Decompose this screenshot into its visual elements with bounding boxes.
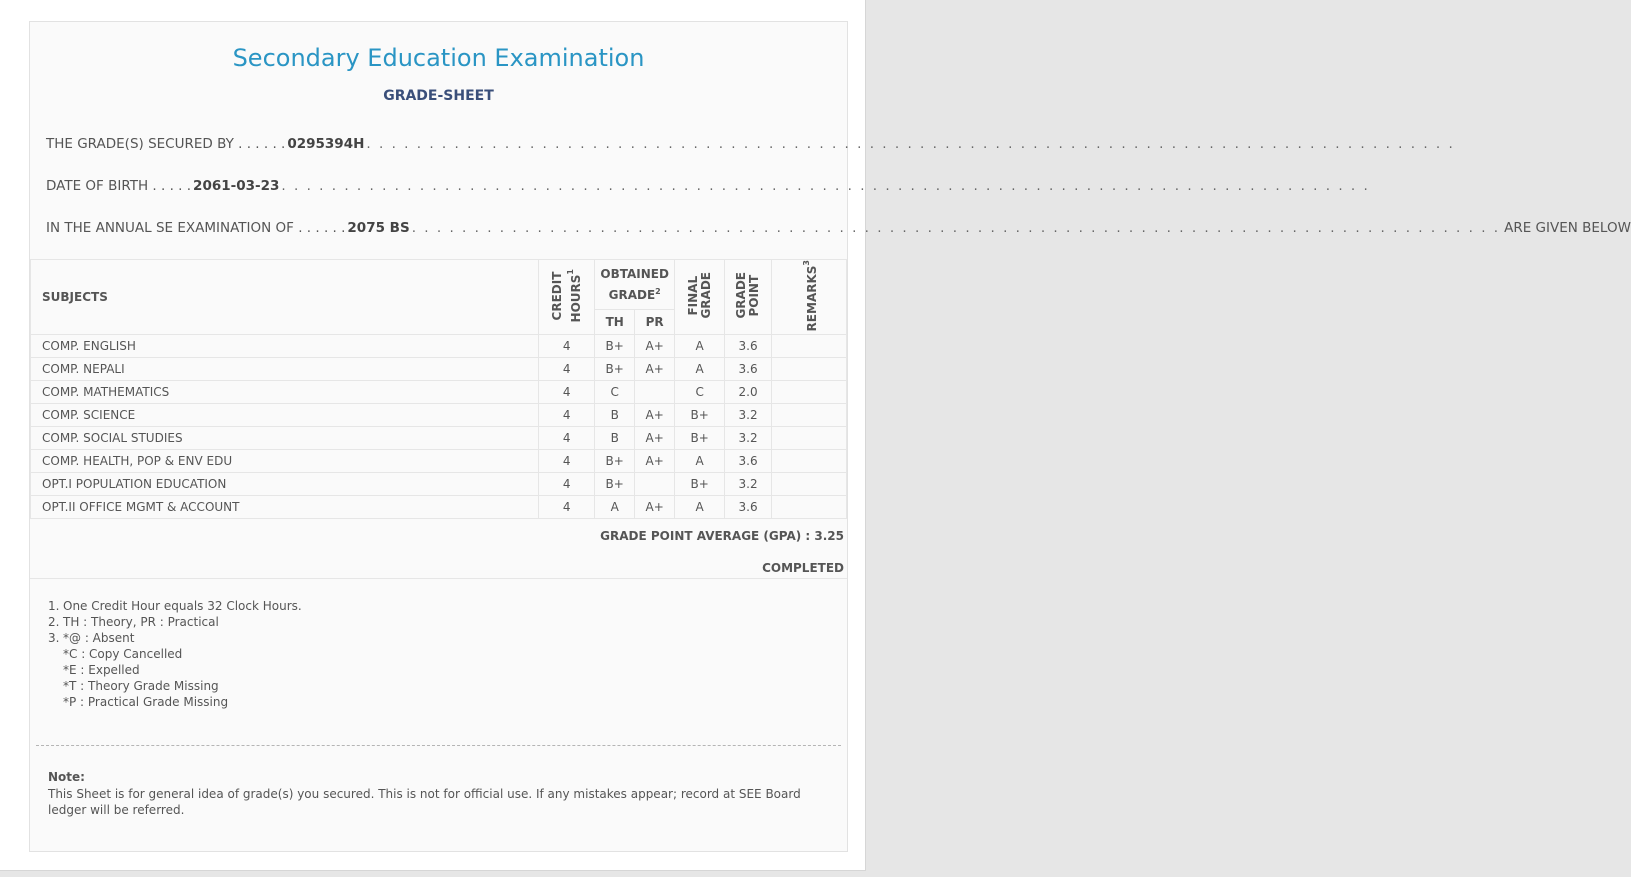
- final-grade-cell: B+: [675, 473, 725, 496]
- credit-hours-cell: 4: [539, 358, 595, 381]
- table-row: [31, 427, 847, 450]
- exam-line: [46, 220, 1631, 236]
- divider: [30, 578, 847, 579]
- theory-grade-cell: B: [595, 427, 635, 450]
- table-row: [31, 358, 847, 381]
- subject-cell: COMP. MATHEMATICS: [31, 381, 539, 404]
- practical-grade-cell: [635, 381, 675, 404]
- footnote-3-t: *T : Theory Grade Missing: [63, 679, 219, 693]
- grade-point-cell: 3.6: [725, 496, 772, 519]
- grade-point-cell: 3.6: [725, 358, 772, 381]
- credit-hours-cell: 4: [539, 335, 595, 358]
- table-row: [31, 450, 847, 473]
- credit-hours-cell: 4: [539, 427, 595, 450]
- table-row: [31, 404, 847, 427]
- credit-hours-cell: 4: [539, 404, 595, 427]
- credit-hours-cell: 4: [539, 450, 595, 473]
- remarks-cell: [772, 496, 847, 519]
- table-row: [31, 473, 847, 496]
- subject-cell: OPT.II OFFICE MGMT & ACCOUNT: [31, 496, 539, 519]
- footnotes: [48, 598, 302, 710]
- practical-grade-cell: A+: [635, 427, 675, 450]
- header-subjects: SUBJECTS: [31, 260, 539, 335]
- remarks-cell: [772, 404, 847, 427]
- secured-by-line: [46, 136, 1455, 152]
- grade-point-cell: 3.2: [725, 427, 772, 450]
- result-status: COMPLETED: [762, 561, 844, 575]
- exam-title: Secondary Education Examination: [232, 44, 645, 72]
- theory-grade-cell: B+: [595, 335, 635, 358]
- final-grade-cell: B+: [675, 427, 725, 450]
- remarks-cell: [772, 335, 847, 358]
- footnote-1: 1. One Credit Hour equals 32 Clock Hours.: [48, 599, 302, 613]
- practical-grade-cell: [635, 473, 675, 496]
- final-grade-cell: A: [675, 496, 725, 519]
- header-obtained-grade: OBTAINED GRADE$^2$: [595, 260, 675, 310]
- sheet-subtitle: GRADE-SHEET: [383, 88, 494, 104]
- exam-tail: ARE GIVEN BELOW: [1504, 220, 1631, 236]
- remarks-cell: [772, 427, 847, 450]
- dob-label: DATE OF BIRTH . . . . .: [46, 178, 192, 194]
- exam-year: 2075 BS: [347, 220, 410, 236]
- header-remarks: REMARKS$^3$: [772, 260, 847, 335]
- subject-cell: COMP. HEALTH, POP & ENV EDU: [31, 450, 539, 473]
- footnote-3: 3. *@ : Absent: [48, 631, 135, 645]
- grade-sheet: [29, 21, 1631, 852]
- dob-line: [46, 178, 1370, 194]
- credit-hours-cell: 4: [539, 473, 595, 496]
- header-grade-point: GRADE POINT: [725, 260, 772, 335]
- final-grade-cell: B+: [675, 404, 725, 427]
- grade-point-cell: 3.6: [725, 335, 772, 358]
- final-grade-cell: A: [675, 358, 725, 381]
- theory-grade-cell: B+: [595, 358, 635, 381]
- practical-grade-cell: A+: [635, 404, 675, 427]
- grade-point-cell: 3.2: [725, 473, 772, 496]
- grade-point-cell: 3.6: [725, 450, 772, 473]
- theory-grade-cell: B: [595, 404, 635, 427]
- table-row: [31, 381, 847, 404]
- secured-by-label: THE GRADE(S) SECURED BY . . . . . .: [46, 136, 286, 152]
- remarks-cell: [772, 381, 847, 404]
- header-final-grade: FINAL GRADE: [675, 260, 725, 335]
- credit-hours-cell: 4: [539, 381, 595, 404]
- remarks-cell: [772, 473, 847, 496]
- subject-cell: COMP. SOCIAL STUDIES: [31, 427, 539, 450]
- final-grade-cell: A: [675, 335, 725, 358]
- theory-grade-cell: C: [595, 381, 635, 404]
- header-th: TH: [595, 309, 635, 335]
- leader-dots: . . . . . . . . . . . . . . . . . . . . . . . . . . . . . . . . . . . . . . . . . . . . . . . . . . . . . . . . . . . . . . . . . . . . . . . . . . . . . . . . . . . . . . .: [411, 220, 1501, 236]
- table-header-row: [31, 260, 847, 310]
- footnote-3-e: *E : Expelled: [63, 663, 140, 677]
- footnote-2: 2. TH : Theory, PR : Practical: [48, 615, 219, 629]
- header-pr: PR: [635, 309, 675, 335]
- remarks-cell: [772, 358, 847, 381]
- footnote-3-c: *C : Copy Cancelled: [63, 647, 183, 661]
- grade-point-cell: 2.0: [725, 381, 772, 404]
- practical-grade-cell: A+: [635, 335, 675, 358]
- theory-grade-cell: A: [595, 496, 635, 519]
- footnote-3-p: *P : Practical Grade Missing: [63, 695, 229, 709]
- gpa-summary: GRADE POINT AVERAGE (GPA) : 3.25: [600, 529, 844, 543]
- symbol-number: 0295394H: [287, 136, 365, 152]
- grades-table: [30, 259, 847, 519]
- leader-dots: . . . . . . . . . . . . . . . . . . . . . . . . . . . . . . . . . . . . . . . . . . . . . . . . . . . . . . . . . . . . . . . . . . . . . . . . . . . . . . . . . . . . . . .: [281, 178, 1370, 194]
- final-grade-cell: A: [675, 450, 725, 473]
- dob-value: 2061-03-23: [193, 178, 280, 194]
- credit-hours-cell: 4: [539, 496, 595, 519]
- remarks-cell: [772, 450, 847, 473]
- dashed-divider: [36, 745, 841, 746]
- grade-point-cell: 3.2: [725, 404, 772, 427]
- subject-cell: COMP. NEPALI: [31, 358, 539, 381]
- practical-grade-cell: A+: [635, 450, 675, 473]
- theory-grade-cell: B+: [595, 450, 635, 473]
- practical-grade-cell: A+: [635, 496, 675, 519]
- header-credit-hours: CREDIT HOURS$^1$: [539, 260, 595, 335]
- table-row: [31, 335, 847, 358]
- subject-cell: COMP. ENGLISH: [31, 335, 539, 358]
- subject-cell: OPT.I POPULATION EDUCATION: [31, 473, 539, 496]
- table-row: [31, 496, 847, 519]
- theory-grade-cell: B+: [595, 473, 635, 496]
- subject-cell: COMP. SCIENCE: [31, 404, 539, 427]
- leader-dots: . . . . . . . . . . . . . . . . . . . . . . . . . . . . . . . . . . . . . . . . . . . . . . . . . . . . . . . . . . . . . . . . . . . . . . . . . . . . . . . . . . . . . . .: [366, 136, 1455, 152]
- note-title: Note:: [48, 770, 85, 784]
- practical-grade-cell: A+: [635, 358, 675, 381]
- final-grade-cell: C: [675, 381, 725, 404]
- exam-label: IN THE ANNUAL SE EXAMINATION OF . . . . . .: [46, 220, 346, 236]
- note-body: This Sheet is for general idea of grade(s) you secured. This is not for official use. If any mistakes appear; record at SEE Board ledger will be referred.: [48, 787, 801, 817]
